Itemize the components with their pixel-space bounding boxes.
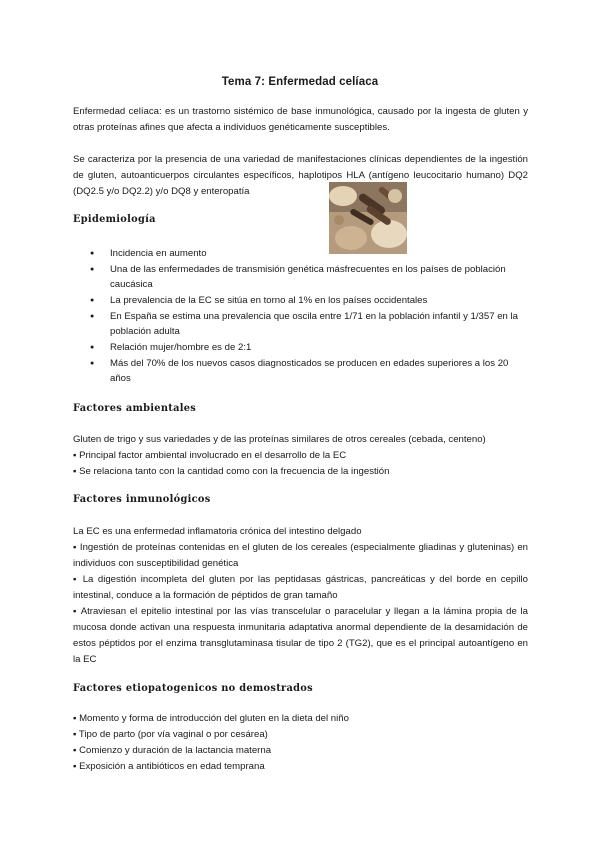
etiopatogenicos-block — [73, 711, 528, 775]
list-item: ▪ Atraviesan el epitelio intestinal por las vías transcelular o paracelular y llegan a la lámina propia de la mucosa donde activan una respuesta inmunitaria adaptativa anormal dependiente de la desamidación de estos péptidos por el enzima transglutaminasa tisular de tipo 2 (TG2), que es el principal autoantígeno en la EC — [73, 606, 528, 665]
list-item: ● Una de las enfermedades de transmisión genética másfrecuentes en los países de población caucásica — [90, 262, 528, 292]
list-item: ▪ Momento y forma de introducción del gluten en la dieta del niño — [73, 713, 349, 724]
heading-epidemiologia: Epidemiología — [73, 214, 156, 225]
heading-inmunologicos: Factores inmunológicos — [73, 494, 211, 505]
gluten-food-image — [329, 182, 407, 254]
list-item: ▪ Comienzo y duración de la lactancia materna — [73, 745, 272, 756]
list-item: ▪ Tipo de parto (por vía vaginal o por cesárea) — [73, 729, 268, 740]
description-text: Se caracteriza por la presencia de una variedad de manifestaciones clínicas dependientes de la ingestión de gluten, autoanticuerpos circulantes específicos, haplotipos HLA (antígeno leucocitario humano) DQ2 (DQ2.5 y/o DQ2.2) y/o DQ8 y enteropatía — [73, 154, 528, 197]
list-item: ● En España se estima una prevalencia que oscila entre 1/71 en la población infantil y 1/357 en la población adulta — [90, 309, 528, 339]
page-title: Tema 7: Enfermedad celíaca — [221, 76, 379, 88]
inmunologicos-block — [73, 524, 528, 668]
list-item: ▪ Se relaciona tanto con la cantidad como con la frecuencia de la ingestión — [73, 466, 390, 477]
heading-ambientales: Factores ambientales — [73, 403, 197, 414]
heading-etiopatogenicos: Factores etiopatogenicos no demostrados — [73, 683, 313, 694]
list-item: ● La prevalencia de la EC se sitúa en torno al 1% en los países occidentales — [90, 293, 528, 308]
inmunologicos-lead: La EC es una enfermedad inflamatoria crónica del intestino delgado — [73, 526, 362, 537]
epidemiologia-list — [90, 246, 528, 387]
list-item: ▪ La digestión incompleta del gluten por las peptidasas gástricas, pancreáticas y del borde en cepillo intestinal, conduce a la formación de péptidos de gran tamaño — [73, 574, 528, 601]
ambientales-block — [73, 432, 528, 480]
description-paragraph — [73, 152, 528, 200]
list-item: ● Incidencia en aumento — [90, 246, 528, 261]
list-item: ● Relación mujer/hombre es de 2:1 — [90, 340, 528, 355]
list-item: ▪ Exposición a antibióticos en edad temprana — [73, 761, 265, 772]
list-item: ● Más del 70% de los nuevos casos diagnosticados se producen en edades superiores a los 20 años — [90, 356, 528, 386]
list-item: ▪ Principal factor ambiental involucrado en el desarrollo de la EC — [73, 450, 347, 461]
intro-paragraph: Enfermedad celíaca: es un trastorno sistémico de base inmunológica, causado por la ingesta de gluten y otras proteínas afines que afecta a individuos genéticamente susceptibles. — [73, 106, 528, 133]
list-item: ▪ Ingestión de proteínas contenidas en el gluten de los cereales (especialmente gliadinas y gluteninas) en individuos con susceptibilidad genética — [73, 542, 528, 569]
ambientales-lead: Gluten de trigo y sus variedades y de las proteínas similares de otros cereales (cebada, centeno) — [73, 434, 486, 445]
